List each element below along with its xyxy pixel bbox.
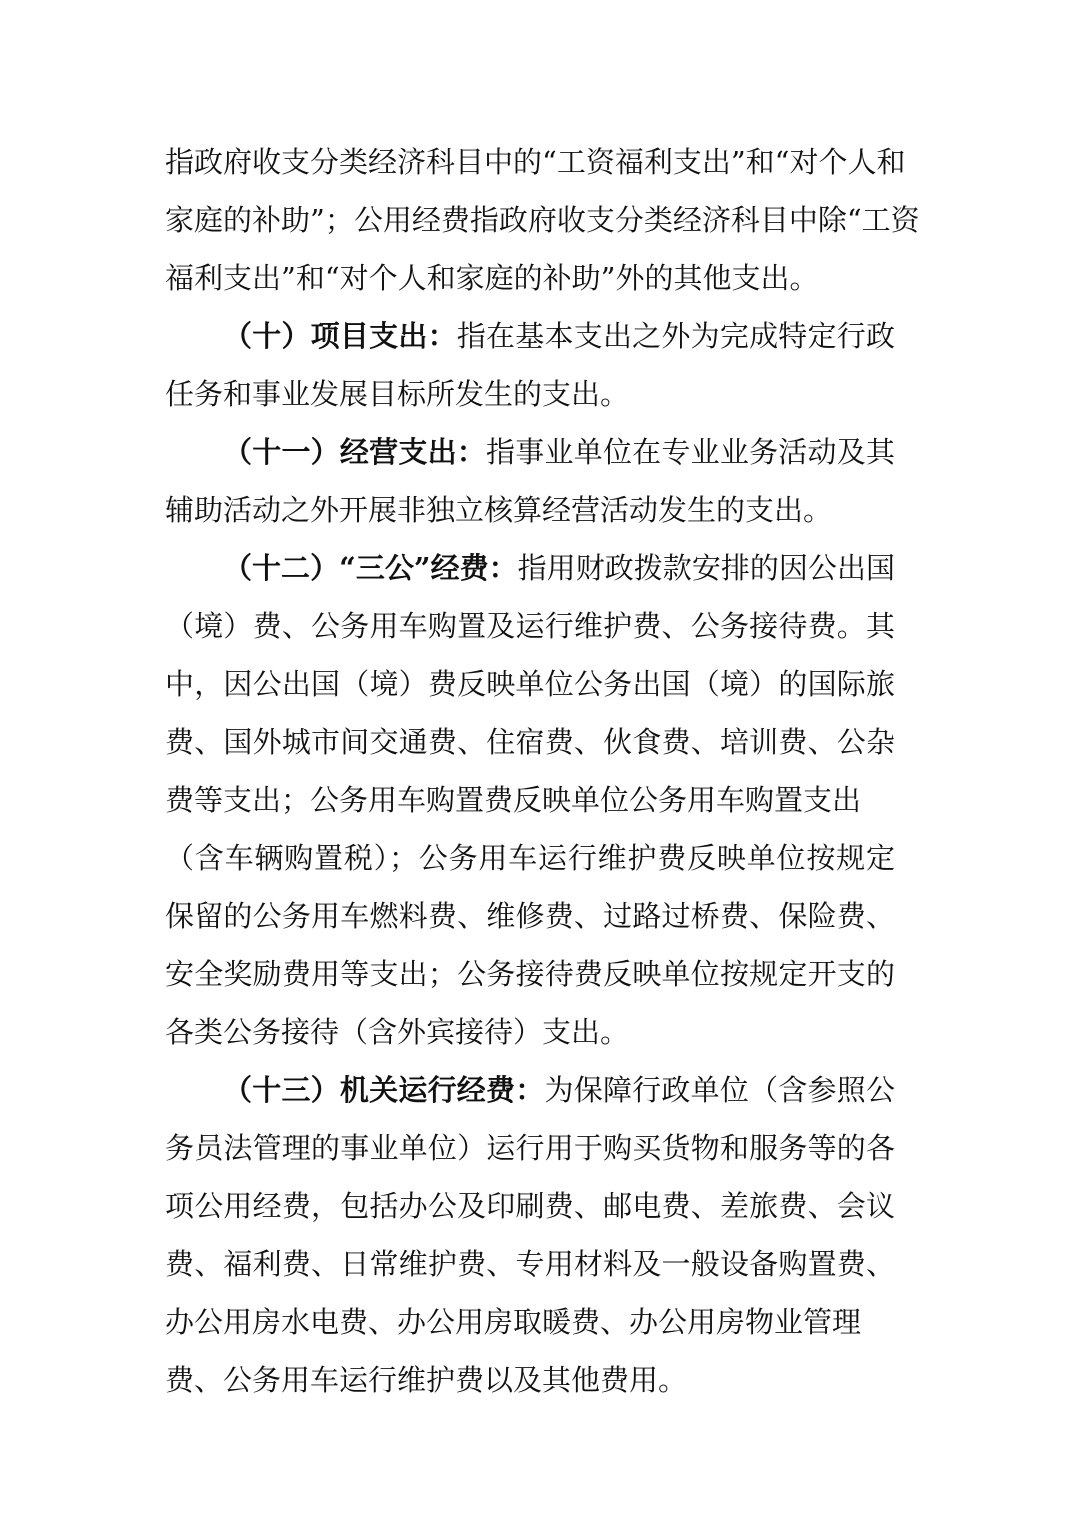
text-line: 费、国外城市间交通费、住宿费、伙食费、培训费、公杂 <box>165 725 895 759</box>
term-heading: （十）项目支出： <box>223 319 457 353</box>
paragraph-project-expenditure <box>165 307 895 423</box>
term-heading: （十三）机关运行经费： <box>223 1073 545 1107</box>
paragraph-agency-operating-funds <box>165 1061 895 1409</box>
text-line: （含车辆购置税）；公务用车运行维护费反映单位按规定 <box>165 841 895 875</box>
text-line: 辅助活动之外开展非独立核算经营活动发生的支出。 <box>165 493 833 527</box>
text-line: 保留的公务用车燃料费、维修费、过路过桥费、保险费、 <box>165 899 895 933</box>
text-line <box>165 423 895 481</box>
text-line: 福利支出”和“对个人和家庭的补助”外的其他支出。 <box>165 261 819 295</box>
text-line: 中，因公出国（境）费反映单位公务出国（境）的国际旅 <box>165 667 895 701</box>
paragraph-three-public-funds <box>165 539 895 1061</box>
text-line: 费、福利费、日常维护费、专用材料及一般设备购置费、 <box>165 1247 895 1281</box>
term-definition: 指在基本支出之外为完成特定行政 <box>456 319 895 353</box>
term-definition: 指事业单位在专业业务活动及其 <box>486 435 895 469</box>
term-heading: （十一）经营支出： <box>223 435 487 469</box>
text-line: 项公用经费，包括办公及印刷费、邮电费、差旅费、会议 <box>165 1189 895 1223</box>
term-definition: 为保障行政单位（含参照公 <box>544 1073 895 1107</box>
paragraph-personnel-public-funds <box>165 133 920 307</box>
text-line: （境）费、公务用车购置及运行维护费、公务接待费。其 <box>165 609 895 643</box>
text-line: 办公用房水电费、办公用房取暖费、办公用房物业管理 <box>165 1305 862 1339</box>
text-line: 各类公务接待（含外宾接待）支出。 <box>165 1015 630 1049</box>
text-line: 任务和事业发展目标所发生的支出。 <box>165 377 630 411</box>
text-line: 费等支出；公务用车购置费反映单位公务用车购置支出 <box>165 783 862 817</box>
text-line: 务员法管理的事业单位）运行用于购买货物和服务等的各 <box>165 1131 895 1165</box>
term-heading: （十二）“三公”经费： <box>223 551 518 585</box>
text-line: 费、公务用车运行维护费以及其他费用。 <box>165 1363 688 1397</box>
text-line: 安全奖励费用等支出；公务接待费反映单位按规定开支的 <box>165 957 895 991</box>
text-line: 家庭的补助”；公用经费指政府收支分类经济科目中除“工资 <box>165 203 920 237</box>
text-line <box>165 1061 895 1119</box>
text-line <box>165 307 895 365</box>
text-line <box>165 539 895 597</box>
term-definition: 指用财政拨款安排的因公出国 <box>517 551 895 585</box>
text-line: 指政府收支分类经济科目中的“工资福利支出”和“对个人和 <box>165 145 906 179</box>
paragraph-operating-expenditure <box>165 423 895 539</box>
document-page <box>165 133 920 1409</box>
